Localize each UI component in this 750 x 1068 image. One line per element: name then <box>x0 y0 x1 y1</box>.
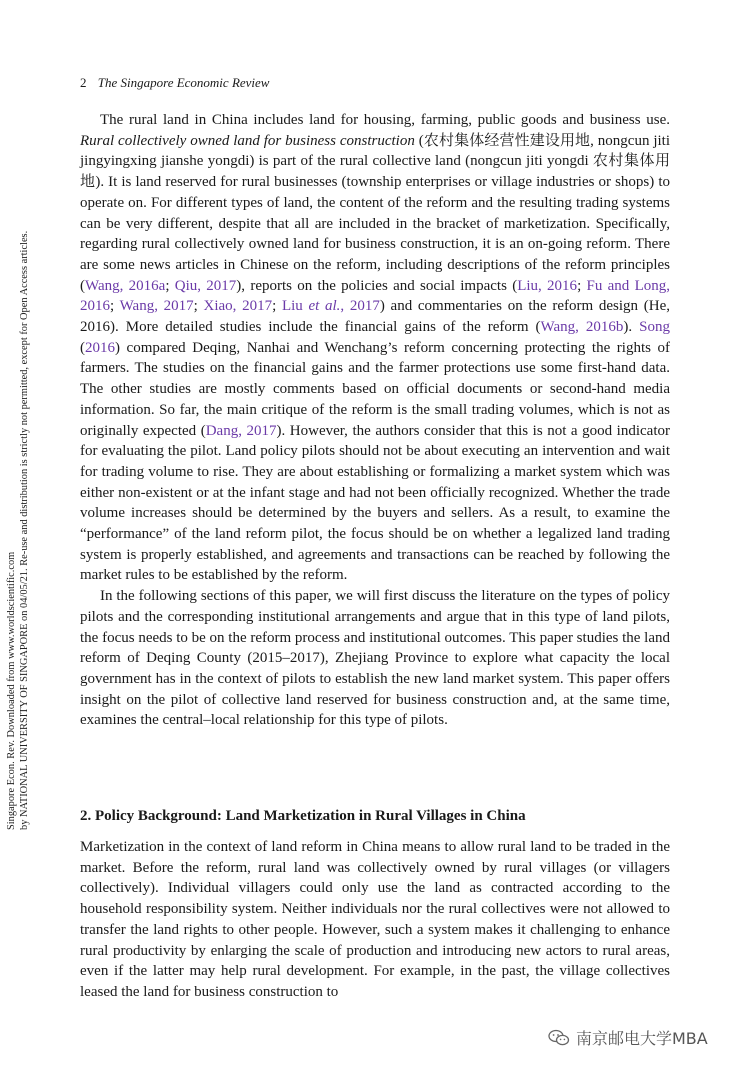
text-run: ). <box>623 319 640 336</box>
separator: ; <box>110 298 120 315</box>
citation-etal: et al. <box>308 298 341 315</box>
body-text <box>80 110 670 731</box>
text-run: ). However, the authors consider that this is not a good indicator for evaluating the pilot. Land policy pilots should not be about executing an intervention and wait for trading volume to rise. They are about establishing or formalizing a market system which was either non-existent or at the infant stage and had not been officially recognized. Whether the trade volume increases should be determined by the buyers and sellers. As a result, to examine the “performance” of the land reform pilot, the focus should be on whether a legalized land trading system is properly established, and agreements and transactions can be reached by following the market rules to be established by the reform. <box>80 422 670 584</box>
watermark-text: 南京邮电大学MBA <box>576 1029 708 1048</box>
paragraph-1 <box>80 110 670 586</box>
citation-link[interactable]: 2016 <box>85 339 115 356</box>
citation-link[interactable]: Liu, 2016 <box>517 277 578 294</box>
journal-title: The Singapore Economic Review <box>97 75 270 90</box>
page-number: 2 <box>80 75 87 90</box>
paragraph-2: In the following sections of this paper, we will first discuss the literature on the types of policy pilots and the corresponding institutional arrangements and argue that in this type of land pilots, the focus needs to be on the reform process and institutional outcomes. This paper studies the land reform of Deqing County (2015–2017), Zhejiang Province to explore what capacity the local government has in the context of pilots to establish the new land market system. This paper offers insight on the pilot of collective land reserved for business construction and, at the same time, examines the central–local relationship for this type of pilots. <box>80 588 671 729</box>
citation-link[interactable]: Wang, 2016b <box>540 319 624 336</box>
italic-term: Rural collectively owned land for business construction <box>80 132 415 149</box>
citation-link[interactable] <box>282 298 380 314</box>
section-heading: 2. Policy Background: Land Marketization in Rural Villages in China <box>80 808 526 824</box>
citation-link[interactable]: Wang, 2016a <box>85 277 166 294</box>
text-run: compared Deqing, Nanhai and Wenchang’s reform concerning protecting the rights of farmers. The studies on the financial gains and the farmer protections use some first-hand data. The other studies are mostly comments based on official documents or second-hand media information. So far, the main critique of the reform is the small trading volumes, which is not as originally expected ( <box>80 339 670 439</box>
citation-link[interactable]: Wang, 2017 <box>119 298 194 315</box>
separator: ; <box>577 277 587 294</box>
download-notice-line-1: Singapore Econ. Rev. Downloaded from www.worldscientific.com <box>6 551 17 830</box>
citation-link[interactable]: Qiu, 2017 <box>174 277 237 294</box>
watermark <box>548 1026 708 1049</box>
separator: ; <box>272 298 282 315</box>
citation-link[interactable]: Xiao, 2017 <box>203 298 273 315</box>
text-run: ) and commentaries on the reform design (He, 2016). More detailed studies include the financial gains of the reform ( <box>80 298 670 336</box>
separator: ( <box>80 339 85 356</box>
separator: ; <box>193 298 204 315</box>
download-notice <box>5 190 39 830</box>
citation-link[interactable]: Song <box>639 319 670 336</box>
citation-link[interactable]: Dang, 2017 <box>205 422 277 439</box>
body-text-section-2 <box>80 837 670 1003</box>
text-run: The rural land in China includes land for housing, farming, public goods and business use. <box>100 112 670 128</box>
citation-link[interactable]: Fu and Long, 2016 <box>80 277 670 315</box>
running-header <box>80 75 269 91</box>
separator: ) <box>115 339 120 356</box>
wechat-icon <box>548 1029 570 1047</box>
separator: ; <box>165 277 175 294</box>
text-run: (农村集体经营性建设用地, nongcun jiti jingyingxing jianshe yongdi) is part of the rural collective land (nongcun jiti yongdi 农村集体用地). It is land reserved for rural businesses (township enterprises or village industries or shops) to operate on. For different types of land, the content of the reform and the resulting trading systems can be very different, despite that all are included in the bracket of marketization. Specifically, regarding rural collectively owned land for business construction, it is an on-going reform. There are some news articles in Chinese on the reform, including descriptions of the reform principles ( <box>80 132 671 294</box>
download-notice-line-2: by NATIONAL UNIVERSITY OF SINGAPORE on 04/05/21. Re-use and distribution is strictly not permitted, except for Open Access articles. <box>19 230 30 830</box>
citation-author: Liu <box>281 298 309 315</box>
citation-year: , 2017 <box>340 298 380 315</box>
text-run: ), reports on the policies and social impacts ( <box>236 277 518 294</box>
paragraph-3: Marketization in the context of land reform in China means to allow rural land to be traded in the market. Before the reform, rural land was collectively owned by rural villages (or villagers collectively). Individual villagers could only use the land as contracted according to the household responsibility system. Neither individuals nor the rural collectives were not allowed to transfer the land rights to other people. However, such a system makes it challenging to enhance rural productivity by enlarging the scale of production and introducing new actors to rural areas, even if the latter may help rural development. For example, in the past, the village collectives leased the land for business construction to <box>80 839 670 1000</box>
